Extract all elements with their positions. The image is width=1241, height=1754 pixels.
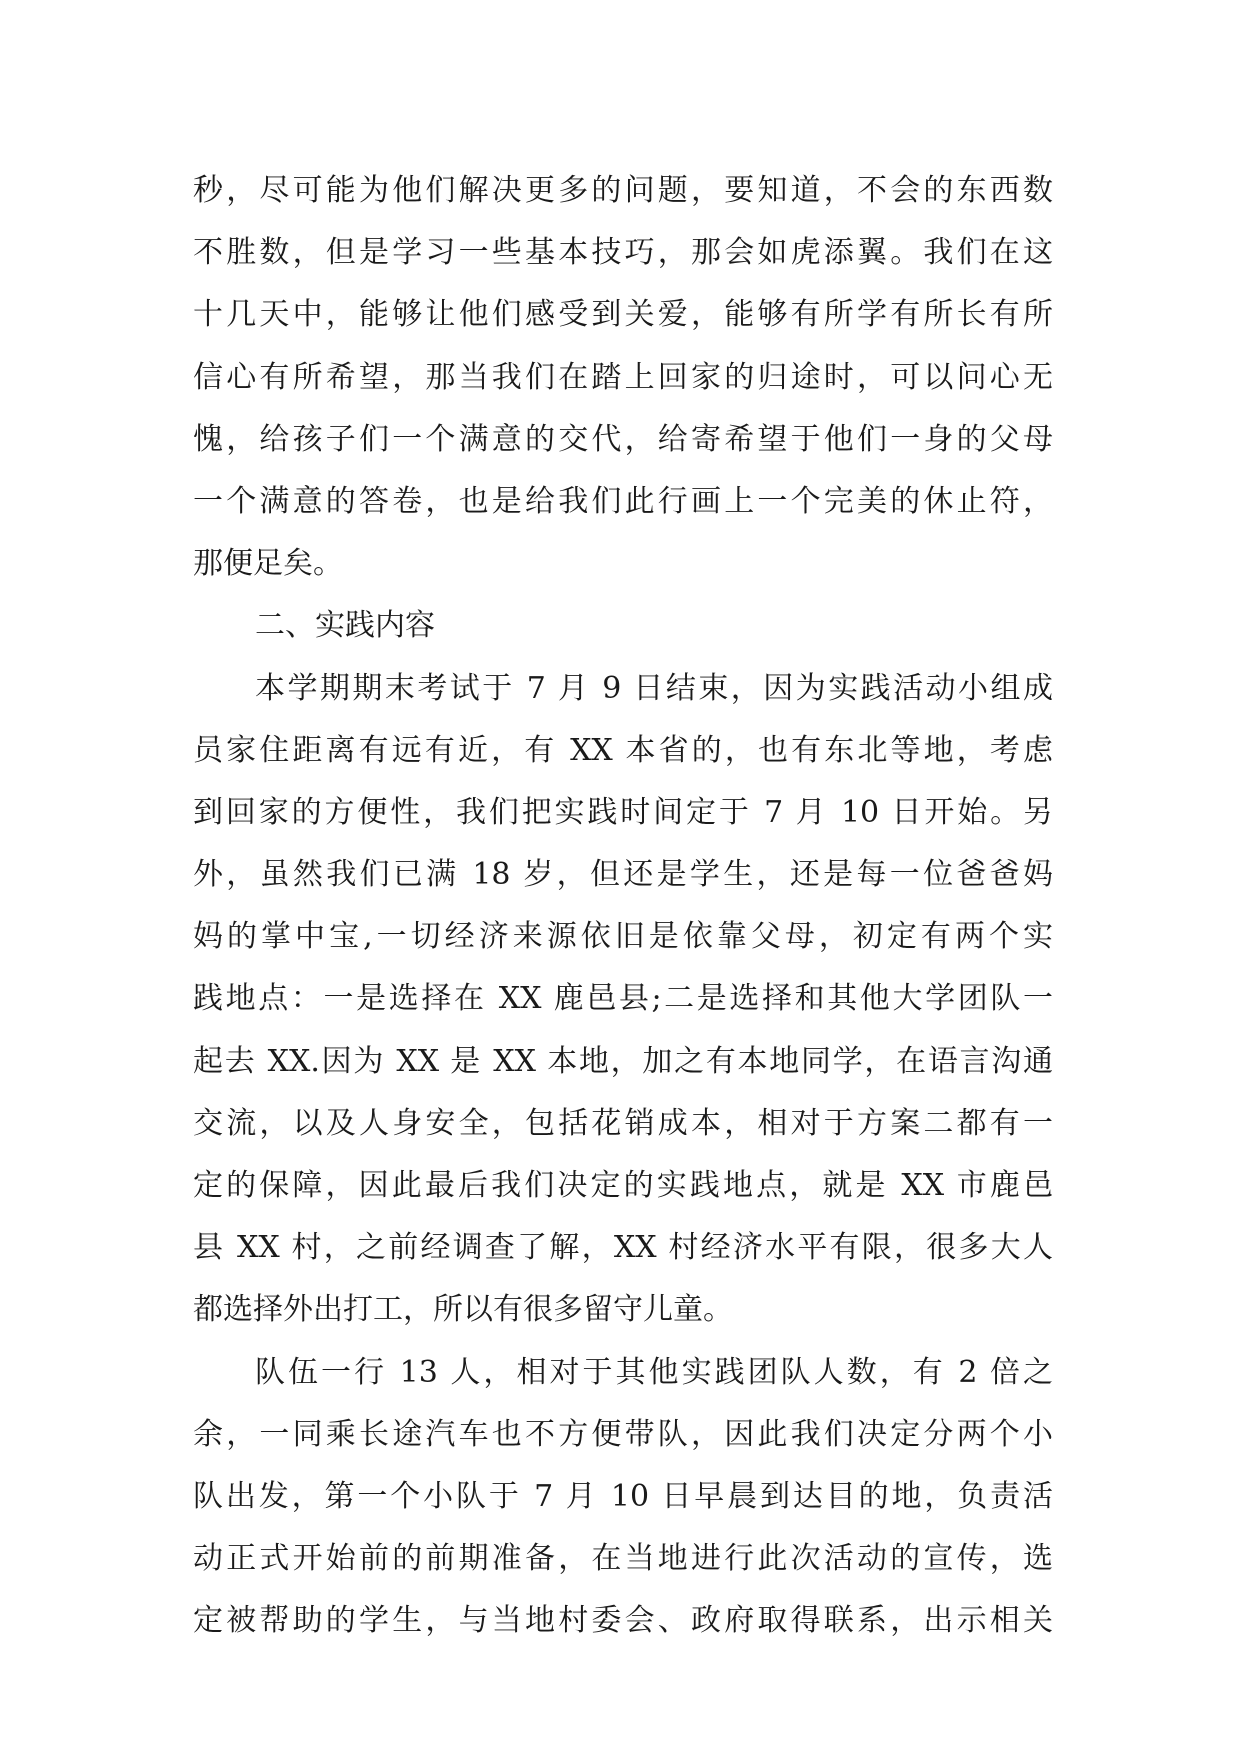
text-line: 县 XX 村，之前经调查了解，XX 村经济水平有限，很多大人: [193, 1230, 1053, 1266]
text-line: 起去 XX.因为 XX 是 XX 本地，加之有本地同学，在语言沟通: [193, 1043, 1053, 1079]
text-line: 那便足矣。: [193, 546, 343, 582]
text-line: 定的保障，因此最后我们决定的实践地点，就是 XX 市鹿邑: [193, 1168, 1053, 1203]
text-line: 余，一同乘长途汽车也不方便带队，因此我们决定分两个小: [193, 1416, 1053, 1452]
text-line: 交流，以及人身安全，包括花销成本，相对于方案二都有一: [193, 1105, 1053, 1141]
text-line: 信心有所希望，那当我们在踏上回家的归途时，可以问心无: [193, 359, 1053, 395]
text-line: 不胜数，但是学习一些基本技巧，那会如虎添翼。我们在这: [193, 235, 1053, 271]
text-line: 妈的掌中宝,一切经济来源依旧是依靠父母，初定有两个实: [193, 919, 1053, 955]
text-line: 十几天中，能够让他们感受到关爱，能够有所学有所长有所: [193, 297, 1053, 333]
text-line: 践地点：一是选择在 XX 鹿邑县;二是选择和其他大学团队一: [193, 981, 1053, 1017]
text-line: 本学期期末考试于 7 月 9 日结束，因为实践活动小组成: [255, 670, 1053, 706]
text-line: 到回家的方便性，我们把实践时间定于 7 月 10 日开始。另: [193, 794, 1053, 830]
text-line: 员家住距离有远有近，有 XX 本省的，也有东北等地，考虑: [193, 732, 1053, 768]
text-line: 动正式开始前的前期准备，在当地进行此次活动的宣传，选: [193, 1541, 1053, 1577]
text-line: 愧，给孩子们一个满意的交代，给寄希望于他们一身的父母: [193, 421, 1053, 457]
text-line: 一个满意的答卷，也是给我们此行画上一个完美的休止符，: [193, 483, 1053, 519]
body-text: [193, 160, 1053, 1653]
text-line: 外，虽然我们已满 18 岁，但还是学生，还是每一位爸爸妈: [193, 857, 1053, 893]
text-line: 队出发，第一个小队于 7 月 10 日早晨到达目的地，负责活: [193, 1478, 1053, 1514]
text-line: 都选择外出打工，所以有很多留守儿童。: [193, 1292, 733, 1328]
text-line: 秒，尽可能为他们解决更多的问题，要知道，不会的东西数: [193, 173, 1053, 208]
section-heading: 二、实践内容: [255, 608, 435, 644]
text-line: 队伍一行 13 人，相对于其他实践团队人数，有 2 倍之: [255, 1354, 1053, 1390]
text-line: 定被帮助的学生，与当地村委会、政府取得联系，出示相关: [193, 1603, 1053, 1639]
